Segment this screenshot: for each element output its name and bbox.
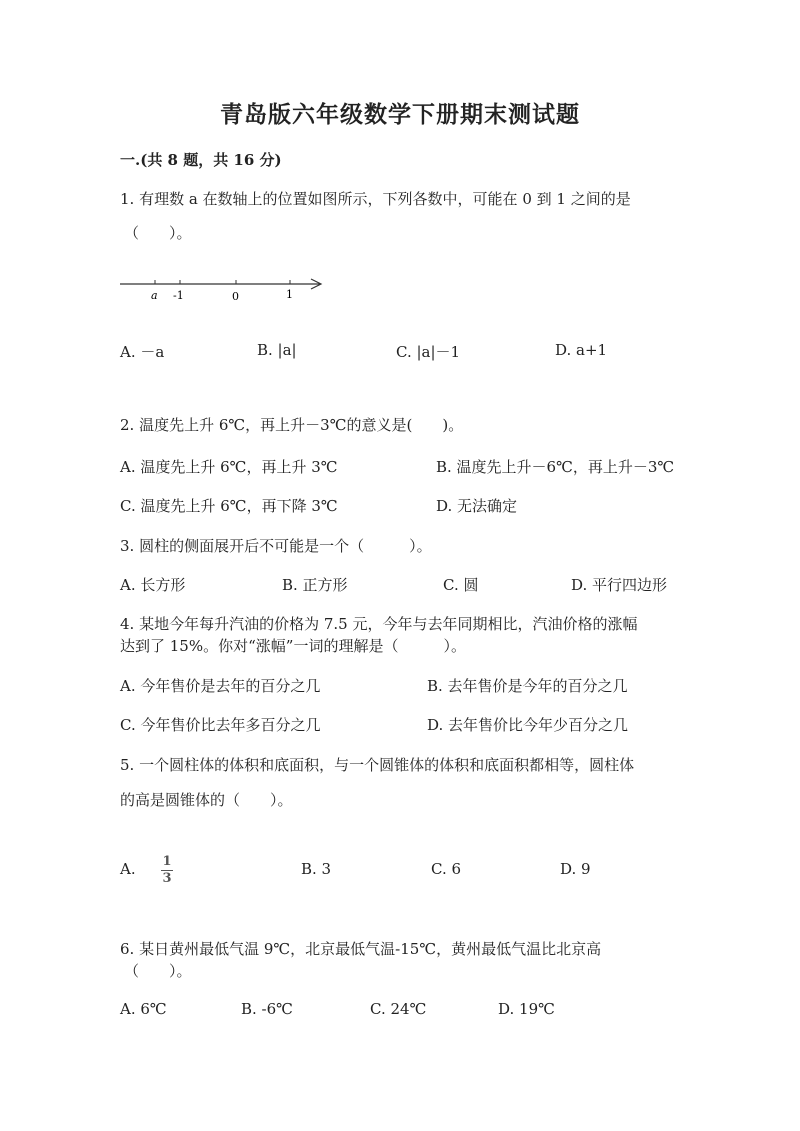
q6-option-a[interactable]: A. 6℃ bbox=[120, 1000, 167, 1018]
q5-option-c[interactable]: C. 6 bbox=[431, 860, 462, 878]
fraction-numerator: 1 bbox=[162, 854, 172, 869]
fraction-one-third bbox=[161, 856, 173, 885]
number-line-figure bbox=[115, 272, 330, 304]
q6-option-c[interactable]: C. 24℃ bbox=[370, 1000, 427, 1018]
q5-option-a[interactable]: A. bbox=[120, 860, 136, 878]
section-heading: 一.(共 8 题，共 16 分) bbox=[120, 151, 282, 169]
q1-option-c[interactable]: C. |a|－1 bbox=[396, 343, 461, 361]
q3-option-c[interactable]: C. 圆 bbox=[443, 576, 479, 594]
question-4-text: 4. 某地今年每升汽油的价格为 7.5 元，今年与去年同期相比，汽油价格的涨幅 bbox=[120, 615, 638, 633]
q5-option-b[interactable]: B. 3 bbox=[301, 860, 332, 878]
question-1-text-cont: （ ）。 bbox=[124, 224, 192, 242]
q4-option-c[interactable]: C. 今年售价比去年多百分之几 bbox=[120, 716, 321, 734]
question-6-text-cont: （ ）。 bbox=[124, 962, 192, 980]
q5-option-d[interactable]: D. 9 bbox=[560, 860, 591, 878]
label-minus-one: -1 bbox=[173, 289, 184, 302]
q3-option-a[interactable]: A. 长方形 bbox=[120, 576, 186, 594]
label-one: 1 bbox=[286, 288, 293, 301]
label-a: a bbox=[151, 289, 158, 302]
q2-option-a[interactable]: A. 温度先上升 6℃，再上升 3℃ bbox=[120, 458, 338, 476]
question-2-text: 2. 温度先上升 6℃，再上升－3℃的意义是( )。 bbox=[120, 416, 464, 434]
question-5-text-cont: 的高是圆锥体的（ ）。 bbox=[120, 791, 293, 809]
fraction-denominator: 3 bbox=[162, 871, 172, 886]
q4-option-a[interactable]: A. 今年售价是去年的百分之几 bbox=[120, 677, 321, 695]
q2-option-c[interactable]: C. 温度先上升 6℃，再下降 3℃ bbox=[120, 497, 338, 515]
q6-option-b[interactable]: B. -6℃ bbox=[241, 1000, 293, 1018]
q3-option-d[interactable]: D. 平行四边形 bbox=[571, 576, 668, 594]
q1-option-b[interactable]: B. |a| bbox=[257, 341, 297, 359]
q2-option-b[interactable]: B. 温度先上升－6℃，再上升－3℃ bbox=[436, 458, 675, 476]
q6-option-d[interactable]: D. 19℃ bbox=[498, 1000, 555, 1018]
question-3-text: 3. 圆柱的侧面展开后不可能是一个（ ）。 bbox=[120, 537, 432, 555]
page-title: 青岛版六年级数学下册期末测试题 bbox=[220, 101, 580, 128]
q4-option-b[interactable]: B. 去年售价是今年的百分之几 bbox=[427, 677, 628, 695]
q4-option-d[interactable]: D. 去年售价比今年少百分之几 bbox=[427, 716, 629, 734]
question-4-text-cont: 达到了 15%。你对“涨幅”一词的理解是（ ）。 bbox=[120, 637, 466, 655]
question-6-text: 6. 某日黄州最低气温 9℃，北京最低气温-15℃，黄州最低气温比北京高 bbox=[120, 940, 602, 958]
q2-option-d[interactable]: D. 无法确定 bbox=[436, 497, 518, 515]
q1-option-d[interactable]: D. a+1 bbox=[555, 341, 608, 359]
question-1-text: 1. 有理数 a 在数轴上的位置如图所示，下列各数中，可能在 0 到 1 之间的是 bbox=[120, 190, 631, 208]
label-zero: 0 bbox=[232, 290, 239, 303]
q3-option-b[interactable]: B. 正方形 bbox=[282, 576, 348, 594]
question-5-text: 5. 一个圆柱体的体积和底面积，与一个圆锥体的体积和底面积都相等，圆柱体 bbox=[120, 756, 635, 774]
q1-option-a[interactable]: A. －a bbox=[120, 343, 165, 361]
